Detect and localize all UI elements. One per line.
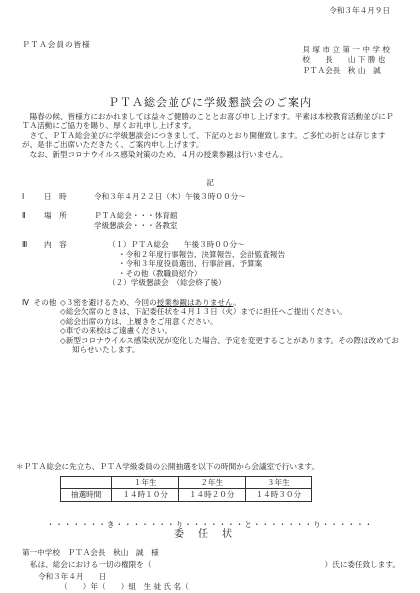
item-number: Ⅲ <box>22 240 28 250</box>
note-line: ◇新型コロナウイルス感染状況が変化した場合、予定を変更することがあります。その際は改めてお知らせいたします。 <box>60 335 399 355</box>
note-line: ◇総会欠席のときは、下記委任状を４月１３日（火）までに担任へご提出ください。 <box>60 307 347 317</box>
document-date: 令和３年４月９日 <box>329 6 390 15</box>
letter-body <box>22 112 400 159</box>
item-label: その他 <box>33 297 57 307</box>
ki-heading: 記 <box>206 178 214 187</box>
table-cell: １年生 <box>112 477 179 489</box>
sender-block <box>302 44 390 76</box>
table-cell: １４時３０分 <box>245 489 312 501</box>
sender-principal: 校 長 山 下 勝 也 <box>302 55 386 65</box>
item-other <box>22 298 402 355</box>
no-observation-notice: 授業参観はありません <box>156 297 234 307</box>
item-datetime <box>22 192 402 201</box>
item-label: 場 所 <box>44 211 67 221</box>
item-label: 日 時 <box>44 192 67 201</box>
contents-line: ・令和３年度役員選出、行事計画、予算案 <box>118 259 263 269</box>
item-number: Ⅱ <box>22 211 26 221</box>
table-header-row <box>61 477 312 489</box>
body-paragraph: さて、ＰＴＡ総会並びに学級懇談会につきまして、下記のとおり開催致します。ご多忙の折とは存じますが、是非ご出席いただきたく、ご案内申し上げます。 <box>22 130 386 150</box>
contents-line: （１）ＰＴＡ総会 午後３時００分～ <box>108 240 245 250</box>
contents-line: ・令和２年度行事報告、決算報告、会計監査報告 <box>118 249 286 259</box>
table-cell: 抽選時間 <box>61 489 112 501</box>
venue-line: ＰＴＡ総会・・・体育館 <box>94 211 178 221</box>
item-number: Ⅰ <box>22 192 25 201</box>
contents-line: ・その他（教職員紹介） <box>118 268 202 278</box>
sender-school: 貝 塚 市 立 第 一 中 学 校 <box>302 45 390 54</box>
document-title: ＰＴＡ総会並びに学級懇談会のご案内 <box>108 96 312 109</box>
item-value: 令和３年４月２２日（木）午後３時００分～ <box>94 192 246 201</box>
proxy-date: 令和３年４月 日 <box>38 572 107 581</box>
item-list <box>22 192 402 355</box>
note-line: ◇車での来校はご遠慮ください。 <box>60 326 173 336</box>
table-cell: １４時２０分 <box>178 489 245 501</box>
lottery-note: ＊ＰＴＡ総会に先立ち、ＰＴＡ学級委員の公開抽選を以下の時間から会議室で行います。 <box>16 462 320 471</box>
sender-pta-chair: ＰＴＡ会長 秋 山 誠 <box>302 65 381 75</box>
table-cell: １４時１０分 <box>112 489 179 501</box>
body-paragraph: なお、新型コロナウイルス感染対策のため、４月の授業参観は行いません。 <box>29 149 288 159</box>
recipient: ＰＴＡ会員の皆様 <box>22 40 91 49</box>
note-line: ◇３密を避けるため、今回の授業参観はありません。 <box>60 297 241 307</box>
table-row <box>61 489 312 501</box>
item-label: 内 容 <box>44 240 67 250</box>
proxy-title: 委任状 <box>174 529 246 540</box>
body-paragraph: 陽春の候、皆様方におかれましては益々ご健勝のこととお喜び申し上げます。平素は本校教育活動並びにＰＴＡ活動にご協力を賜り、厚くお礼申し上げます。 <box>22 112 394 131</box>
lottery-time-table <box>60 476 312 502</box>
venue-line: 学級懇談会・・・各教室 <box>94 220 178 230</box>
cut-line: ・・・・・・・き・・・・・・・り・・・・・・・と・・・・・・・り・・・・・・ <box>46 520 374 529</box>
item-venue <box>22 211 402 230</box>
item-contents <box>22 240 402 287</box>
item-number: Ⅳ <box>22 297 30 307</box>
proxy-declaration <box>30 560 410 569</box>
declaration-right: ）氏に委任致します。 <box>324 560 400 569</box>
table-cell: ３年生 <box>245 477 312 489</box>
table-cell: ２年生 <box>178 477 245 489</box>
proxy-addressee: 第一中学校 ＰＴＡ会長 秋山 誠 様 <box>22 548 159 557</box>
contents-line: （２）学級懇談会 （総会終了後） <box>108 278 226 288</box>
note-line: ◇総会出席の方は、上履きをご用意ください。 <box>60 316 218 326</box>
student-name-line: （ ）年（ ）組 生 徒 氏 名（ <box>60 582 189 591</box>
declaration-left: 私は、総会における一切の権限を（ <box>30 560 152 569</box>
table-cell <box>61 477 112 489</box>
